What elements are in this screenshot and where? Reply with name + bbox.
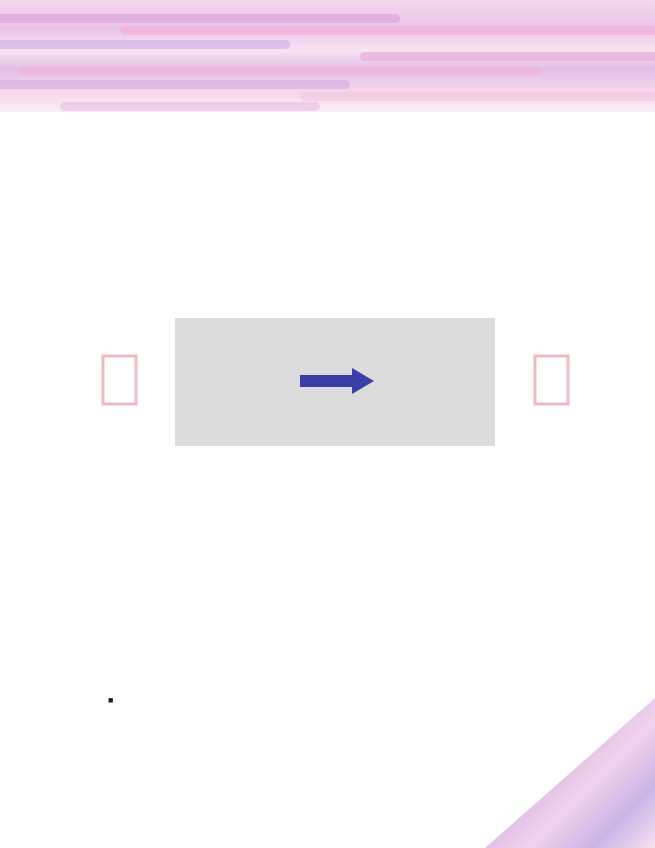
- positive-electrode: [103, 356, 136, 404]
- corner-decoration: [485, 698, 655, 848]
- header-banner: [0, 0, 655, 112]
- bullet-icon: ■: [108, 695, 114, 705]
- brush-stroke: [20, 66, 540, 75]
- brush-stroke: [0, 40, 290, 49]
- brush-stroke: [360, 52, 655, 61]
- electrophoresis-figure: [0, 304, 655, 454]
- brush-stroke: [60, 102, 320, 111]
- brush-stroke: [120, 26, 655, 35]
- brush-stroke: [0, 80, 350, 89]
- brush-stroke: [300, 92, 655, 101]
- brush-stroke: [0, 14, 400, 23]
- negative-electrode: [535, 356, 568, 404]
